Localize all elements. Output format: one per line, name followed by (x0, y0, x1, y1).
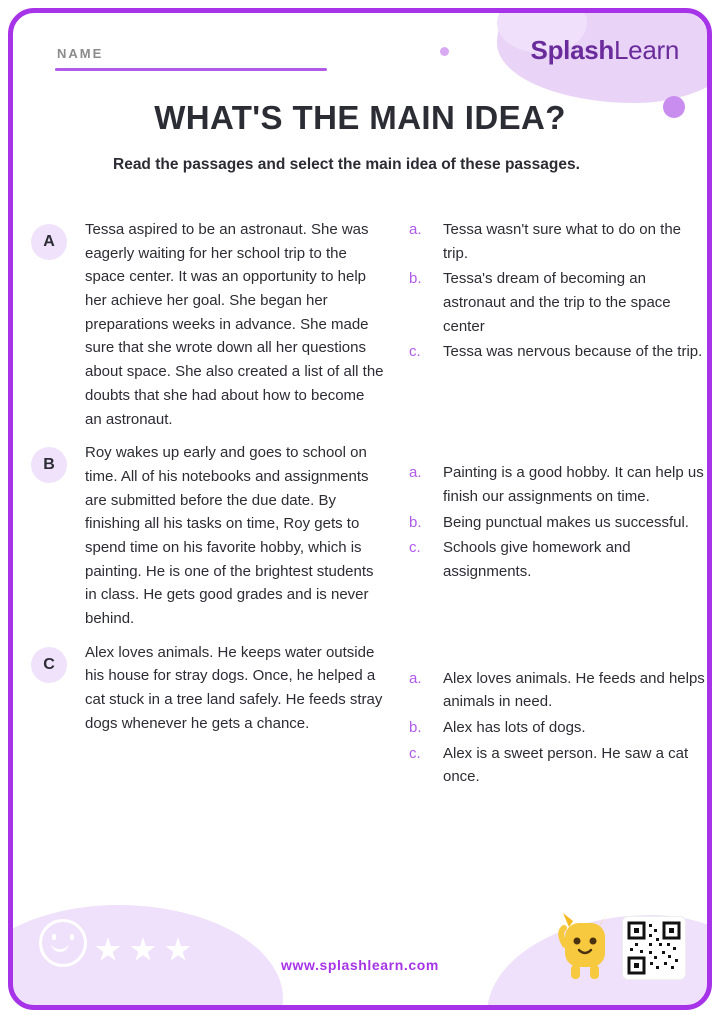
option-c-1[interactable] (409, 667, 707, 714)
passage-text-b: Roy wakes up early and goes to school on time. All of his notebooks and assignments are submitted before the due date. By finishing all his tasks on time, Roy gets to spend time on his favorite hobby, which is painting. He is one of the brightest students in class. He gets good grades and is never behind. (85, 444, 374, 627)
option-text: Alex has lots of dogs. (443, 719, 586, 737)
decorative-dot-small (440, 47, 449, 56)
option-key: a. (409, 221, 422, 238)
option-text: Schools give homework and assignments. (443, 539, 631, 580)
instructions-text: Read the passages and select the main idea of these passages. (113, 156, 580, 173)
option-key: c. (409, 539, 421, 557)
question-badge-a: A (31, 224, 67, 260)
option-a-2[interactable] (409, 267, 707, 338)
question-block-b (13, 441, 707, 631)
option-key: b. (409, 270, 422, 288)
option-text: Tessa's dream of becoming an astronaut and the trip to the space center (443, 270, 671, 335)
logo-text-learn: Learn (614, 35, 679, 65)
options-list-c (385, 667, 707, 791)
option-b-2[interactable] (409, 511, 707, 535)
question-block-c (13, 641, 707, 791)
passage-text-c: Alex loves animals. He keeps water outside his house for stray dogs. Once, he helped a cat stuck in a tree land safely. He feeds stray dogs whenever he gets a chance. (85, 643, 383, 732)
question-block-a (13, 218, 707, 431)
option-key: b. (409, 719, 422, 737)
mascot-character-icon (555, 905, 617, 983)
option-a-3[interactable] (409, 340, 707, 364)
option-text: Tessa wasn't sure what to do on the trip. (443, 221, 682, 262)
question-badge-b: B (31, 447, 67, 483)
logo-text-splash: Splash (530, 35, 614, 65)
option-text: Alex is a sweet person. He saw a cat once. (443, 744, 689, 786)
smiley-mouth (51, 939, 69, 952)
page-title: WHAT'S THE MAIN IDEA? (154, 99, 566, 136)
name-field-label: NAME (57, 46, 104, 61)
option-a-1[interactable] (409, 218, 707, 265)
passage-text-a: Tessa aspired to be an astronaut. She was eagerly waiting for her school trip to the space center. It was an opportunity to help her achieve her goal. She began her preparations weeks in advance. She made sure that she wrote down all her questions about space. She also created a list of all the doubts that she had about how to become an astronaut. (85, 221, 384, 428)
qr-code-icon[interactable] (623, 917, 685, 979)
options-list-b (385, 461, 707, 631)
name-field-input-line[interactable] (55, 68, 327, 71)
options-list-a (385, 218, 707, 431)
option-key: a. (409, 464, 422, 482)
option-b-3[interactable] (409, 536, 707, 583)
option-c-2[interactable] (409, 716, 707, 740)
badge-column-c (13, 641, 85, 791)
smiley-eye-right (70, 934, 74, 940)
footer-url[interactable]: www.splashlearn.com (281, 957, 439, 973)
option-b-1[interactable] (409, 461, 707, 508)
worksheet-canvas (13, 13, 707, 1005)
option-text: Alex loves animals. He feeds and helps animals in need. (443, 669, 705, 711)
option-key: c. (409, 343, 421, 361)
question-badge-c: C (31, 647, 67, 683)
option-text: Being punctual makes us successful. (443, 513, 689, 531)
option-text: Painting is a good hobby. It can help us finish our assignments on time. (443, 464, 704, 505)
splashlearn-logo (531, 35, 679, 66)
option-key: c. (409, 744, 421, 762)
option-key: b. (409, 513, 422, 531)
questions-list (13, 218, 707, 801)
badge-column-b (13, 441, 85, 631)
badge-column-a (13, 218, 85, 431)
option-key: a. (409, 669, 422, 687)
option-text: Tessa was nervous because of the trip. (443, 343, 703, 361)
option-c-3[interactable] (409, 742, 707, 789)
